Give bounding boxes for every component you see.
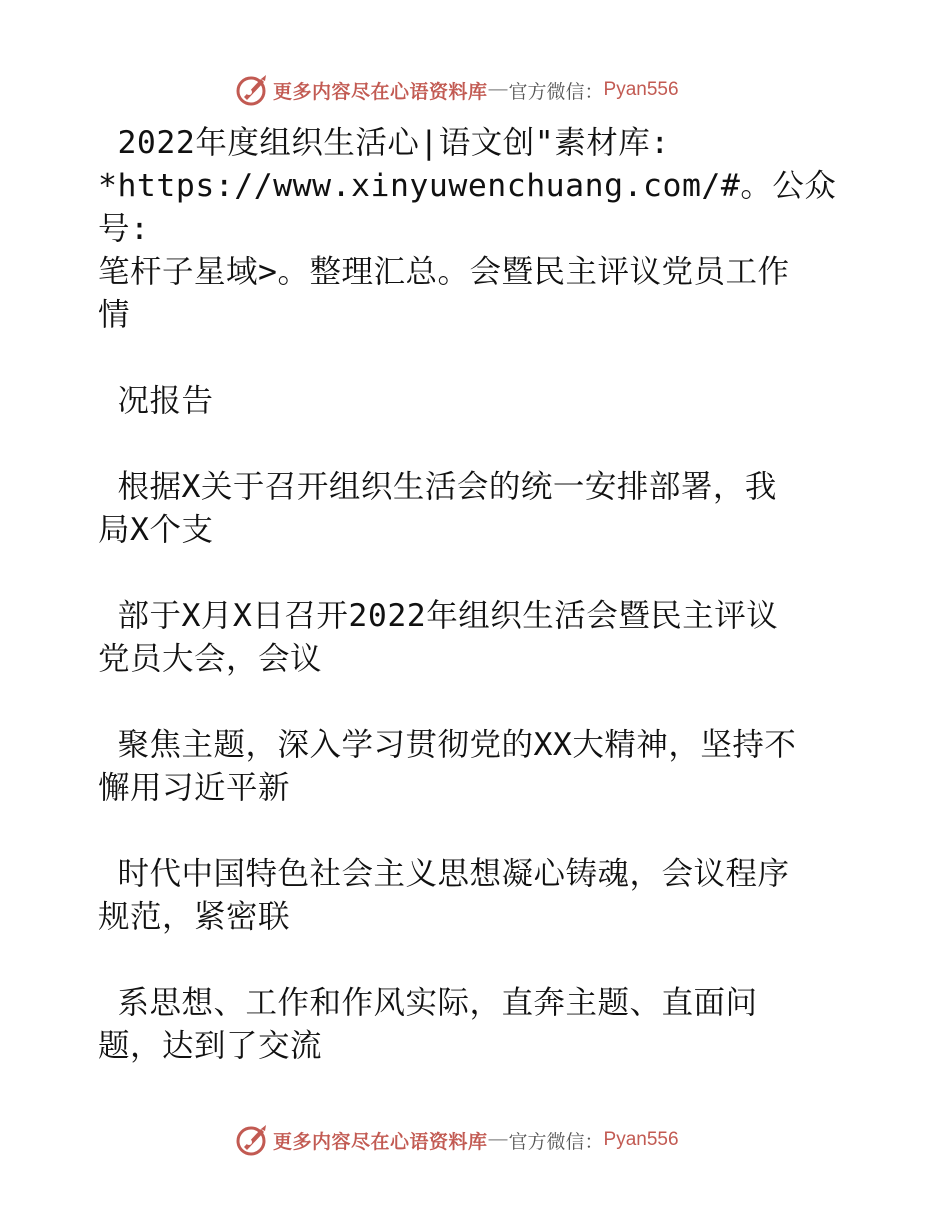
paragraph-title: 2022年度组织生活心|语文创"素材库: *https://www.xinyuwenchuang.com/#。公众号: 笔杆子星域>。整理汇总。会暨民主评议党员工作 情 [98,125,837,333]
paragraph: 系思想、工作和作风实际，直奔主题、直面问 题，达到了交流 [98,985,758,1064]
banner-wechat-id: Pyan556 [603,79,679,100]
paragraph: 时代中国特色社会主义思想凝心铸魂，会议程序 规范，紧密联 [98,856,790,935]
paragraph: 况报告 [98,383,214,419]
footer-banner [235,1122,679,1158]
paragraph: 聚焦主题，深入学习贯彻党的XX大精神，坚持不 懈用习近平新 [98,727,797,806]
paragraph: 部于X月X日召开2022年组织生活会暨民主评议 党员大会，会议 [98,598,779,677]
banner-dash: — [488,1129,508,1150]
document-body [98,122,858,1111]
quill-logo-icon [235,1123,269,1157]
header-banner [235,72,679,108]
banner-wechat-id: Pyan556 [603,1129,679,1150]
banner-dash: — [488,79,508,100]
quill-logo-icon [235,73,269,107]
banner-text: 更多内容尽在心语资料库 [273,1130,488,1153]
paragraph: 根据X关于召开组织生活会的统一安排部署，我 局X个支 [98,469,777,548]
banner-text: 更多内容尽在心语资料库 [273,80,488,103]
banner-wechat-label: 官方微信： [508,1130,604,1153]
banner-wechat-label: 官方微信： [508,80,604,103]
